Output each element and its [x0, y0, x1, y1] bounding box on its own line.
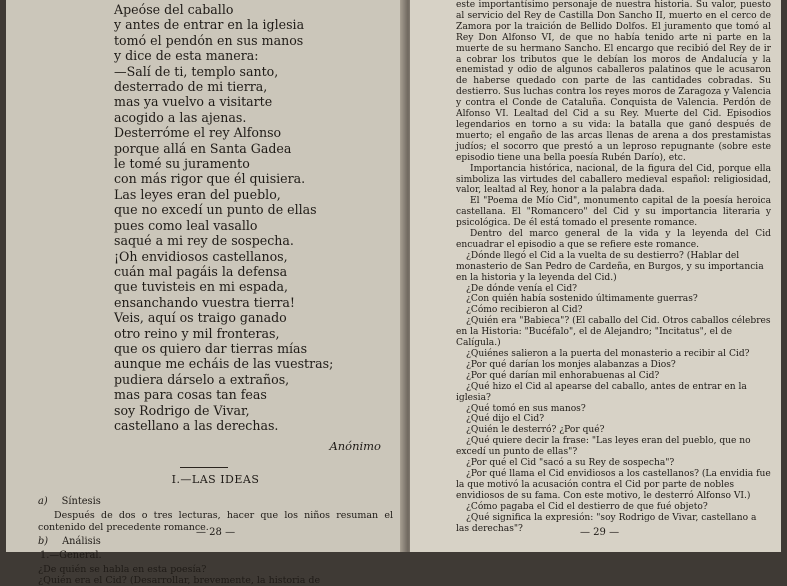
- subsection-sintesis: [38, 496, 393, 507]
- verse-line: Veis, aquí os traigo ganado: [114, 310, 287, 326]
- verse-line: mas ya vuelvo a visitarte: [114, 94, 273, 110]
- question: ¿Por qué darían los monjes alabanzas a Dios?: [466, 359, 676, 370]
- verse-line: Desterróme el rey Alfonso: [114, 125, 282, 141]
- verse-line: ensanchando vuestra tierra!: [114, 294, 295, 310]
- verse-line: mas para cosas tan feas: [114, 387, 267, 403]
- verse-line: Las leyes eran del pueblo,: [114, 186, 281, 202]
- page-number: — 29 —: [580, 527, 620, 538]
- question: ¿Quiénes salieron a la puerta del monasterio a recibir al Cid?: [466, 349, 750, 359]
- page-number: — 28 —: [196, 527, 236, 538]
- section-divider: [180, 467, 228, 468]
- paragraph: El "Poema de Mío Cid", monumento capital de la poesía heroica castellana. El "Romancero" del Cid y su importancia literaria y psicológica. De él está tomado el presente romance.: [456, 196, 771, 229]
- verse-line: ¡Oh envidiosos castellanos,: [114, 248, 288, 264]
- question: ¿Qué tomó en sus manos?: [466, 403, 586, 414]
- question: ¿De dónde venía el Cid?: [466, 283, 578, 294]
- question: ¿Quién era "Babieca"? (El caballo del Cid. Otros caballos célebres en la Historia: "Bucéfalo", el de Alejandro; "Incitatus", el de Calígula.): [456, 316, 771, 349]
- paragraph: Dentro del marco general de la vida y la leyenda del Cid encuadrar el episodio a que se refiere este romance.: [456, 229, 771, 250]
- verse-line: pues como leal vasallo: [114, 217, 258, 233]
- question: ¿Qué significa la expresión: "soy Rodrigo de Vivar, castellano a las derechas"?: [456, 512, 757, 534]
- verse-line: y dice de esta manera:: [114, 48, 259, 64]
- verse-line: con más rigor que él quisiera.: [114, 171, 306, 187]
- verse-line: tomó el pendón en sus manos: [114, 32, 304, 48]
- verse-line: soy Rodrigo de Vivar,: [114, 402, 250, 418]
- verse-line: pudiera dárselo a extraños,: [114, 371, 290, 387]
- question: ¿Qué hizo el Cid al apearse del caballo, antes de entrar en la iglesia?: [456, 381, 747, 403]
- general-heading: 1.—General.: [40, 549, 102, 561]
- verse-line: castellano a las derechas.: [114, 417, 279, 433]
- verse-line: que no excedí un punto de ellas: [114, 202, 317, 218]
- verse-line: aunque me echáis de las vuestras;: [114, 356, 334, 372]
- question: ¿Por qué darían mil enhorabuenas al Cid?: [466, 370, 660, 381]
- verse-line: le tomé su juramento: [114, 156, 250, 172]
- question: ¿De quién se habla en esta poesía?: [38, 563, 207, 575]
- verse-line: saqué a mi rey de sospecha.: [114, 233, 294, 249]
- subsection-title: Síntesis: [61, 496, 101, 508]
- verse-line: y antes de entrar en la iglesia: [114, 17, 305, 33]
- verse-line: que tuvisteis en mi espada,: [114, 279, 289, 295]
- subsection-title: Análisis: [62, 535, 101, 547]
- question: ¿Quién era el Cid? (Desarrollar, brevemente, la historia de: [38, 574, 321, 586]
- subsection-label: b): [38, 535, 49, 547]
- question-list: [456, 251, 771, 535]
- question: ¿Por qué llama el Cid envidiosos a los castellanos? (La envidia fue la que motivó la acusación contra el Cid por parte de nobles envidiosos de su fama. Con este motivo, le desterró Alfonso VI.): [456, 468, 771, 501]
- question: ¿Qué dijo el Cid?: [466, 414, 545, 425]
- left-page: [6, 0, 406, 586]
- question: ¿Cómo recibieron al Cid?: [466, 305, 583, 316]
- poem-verse: [38, 2, 393, 433]
- subsection-label: a): [38, 496, 48, 508]
- sintesis-text: Después de dos o tres lecturas, hacer que los niños resuman el contenido del precedente romance.: [38, 510, 393, 533]
- question: ¿Qué quiere decir la frase: "Las leyes eran del pueblo, que no excedí un punto de ellas"?: [456, 436, 751, 458]
- question: ¿Quién le desterró? ¿Por qué?: [466, 425, 605, 436]
- verse-line: otro reino y mil fronteras,: [114, 325, 280, 341]
- question: ¿Con quién había sostenido últimamente guerras?: [466, 294, 698, 305]
- verse-line: que os quiero dar tierras mías: [114, 340, 308, 356]
- right-page: [410, 0, 781, 552]
- verse-line: porque allá en Santa Gadea: [114, 140, 292, 156]
- question: ¿Dónde llegó el Cid a la vuelta de su destierro? (Hablar del monasterio de San Pedro de Cardeña, en Burgos, y su importancia en la historia y la leyenda del Cid.): [456, 250, 764, 283]
- question: ¿Cómo pagaba el Cid el destierro de que fué objeto?: [466, 501, 708, 512]
- verse-line: acogido a las ajenas.: [114, 109, 247, 125]
- paragraph: este importantísimo personaje de nuestra historia. Su valor, puesto al servicio del Rey de Castilla Don Sancho II, muerto en el cerco de Zamora por la traición de Bellido Dolfos. El juramento que tomó al Rey Don Alfonso VI, de que no había tenido arte ni parte en la muerte de su hermano Sancho. El encargo que recibió del Rey de ir a cobrar los tributos que le debían los moros de Andalucía y la enemistad y odio de algunos caballeros palatinos que le acusaron de haberse quedado con parte de las cantidades cobradas. Su destierro. Sus luchas contra los reyes moros de Zaragoza y Valencia y contra el Conde de Cataluña. Conquista de Valencia. Perdón de Alfonso VI. Lealtad del Cid a su Rey. Muerte del Cid. Episodios legendarios en torno a su vida: la batalla que ganó después de muerto; el engaño de las arcas llenas de arena a dos prestamistas judíos; el socorro que prestó a un leproso repugnante (sobre este episodio tiene una bella poesía Rubén Darío), etc.: [456, 0, 771, 163]
- verse-line: desterrado de mi tierra,: [114, 79, 268, 95]
- paragraph: Importancia histórica, nacional, de la figura del Cid, porque ella simboliza las virtudes del caballero medieval español: religiosidad, valor, lealtad al Rey, honor a la palabra dada.: [456, 163, 771, 196]
- verse-line: Apeóse del caballo: [114, 2, 234, 17]
- question: ¿Por qué el Cid "sacó a su Rey de sospecha"?: [466, 458, 675, 469]
- verse-line: cuán mal pagáis la defensa: [114, 263, 288, 279]
- section-title: I.—LAS IDEAS: [171, 473, 260, 487]
- verse-line: —Salí de ti, templo santo,: [114, 63, 279, 79]
- poem-author: Anónimo: [329, 439, 381, 454]
